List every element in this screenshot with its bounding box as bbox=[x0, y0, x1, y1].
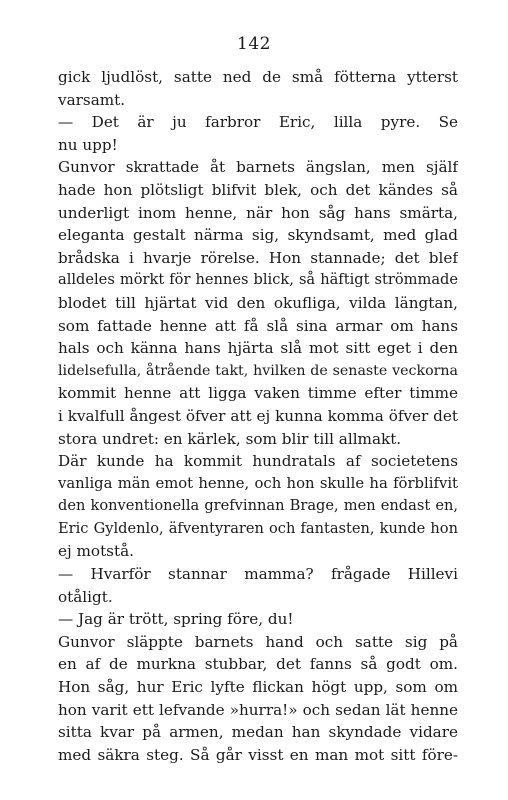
text-line: blodet till hjärtat vid den okufliga, vilda längtan, bbox=[58, 293, 458, 312]
text-line: hon varit ett lefvande »hurra!» och sedan lät henne bbox=[58, 700, 458, 719]
page-number: 142 bbox=[237, 34, 271, 54]
text-line: — Hvarför stannar mamma? frågade Hillevi bbox=[58, 565, 458, 584]
text-line: otåligt. bbox=[58, 587, 113, 606]
text-line: — Det är ju farbror Eric, lilla pyre. Se bbox=[58, 113, 458, 132]
text-line: hals och känna hans hjärta slå mot sitt eget i den bbox=[58, 339, 458, 358]
text-line: Gunvor släppte barnets hand och satte sig på bbox=[58, 632, 458, 651]
text-line: Där kunde ha kommit hundratals af societetens bbox=[58, 452, 458, 471]
text-line: brådska i hvarje rörelse. Hon stannade; det blef bbox=[58, 248, 458, 267]
text-line: alldeles mörkt för hennes blick, så häftigt strömmade bbox=[58, 271, 458, 289]
text-line: nu upp! bbox=[58, 135, 118, 154]
text-line: kommit henne att ligga vaken timme efter timme bbox=[58, 384, 458, 403]
text-line: Eric Gyldenlo, äfventyraren och fantasten, kunde hon bbox=[58, 519, 458, 537]
text-line: vanliga män emot henne, och hon skulle ha förblifvit bbox=[58, 474, 458, 492]
text-line: sitta kvar på armen, medan han skyndade vidare bbox=[58, 723, 458, 742]
text-line: Gunvor skrattade åt barnets ängslan, men själf bbox=[58, 158, 458, 177]
body-text bbox=[58, 66, 458, 766]
text-line: som fattade henne att få slå sina armar om hans bbox=[58, 316, 458, 335]
text-line: lidelsefulla, åtrående takt, hvilken de senaste veckorna bbox=[58, 362, 458, 379]
text-line: med säkra steg. Så går visst en man mot sitt före- bbox=[58, 745, 458, 764]
text-line: varsamt. bbox=[58, 90, 126, 109]
text-line: stora undret: en kärlek, som blir till allmakt. bbox=[58, 429, 402, 448]
text-line: i kvalfull ångest öfver att ej kunna komma öfver det bbox=[58, 406, 458, 425]
text-line: — Jag är trött, spring före, du! bbox=[58, 610, 294, 629]
text-line: underligt inom henne, när hon såg hans smärta, bbox=[58, 203, 458, 222]
text-line: ej motstå. bbox=[58, 542, 134, 561]
text-line: den konventionella grefvinnan Brage, men endast en, bbox=[58, 497, 458, 515]
text-line: Hon såg, hur Eric lyfte flickan högt upp, som om bbox=[58, 678, 458, 697]
text-line: eleganta gestalt närma sig, skyndsamt, med glad bbox=[58, 226, 458, 245]
text-line: en af de murkna stubbar, det fanns så godt om. bbox=[58, 655, 458, 674]
text-line: gick ljudlöst, satte ned de små fötterna ytterst bbox=[58, 68, 458, 86]
text-line: hade hon plötsligt blifvit blek, och det kändes så bbox=[58, 180, 458, 199]
